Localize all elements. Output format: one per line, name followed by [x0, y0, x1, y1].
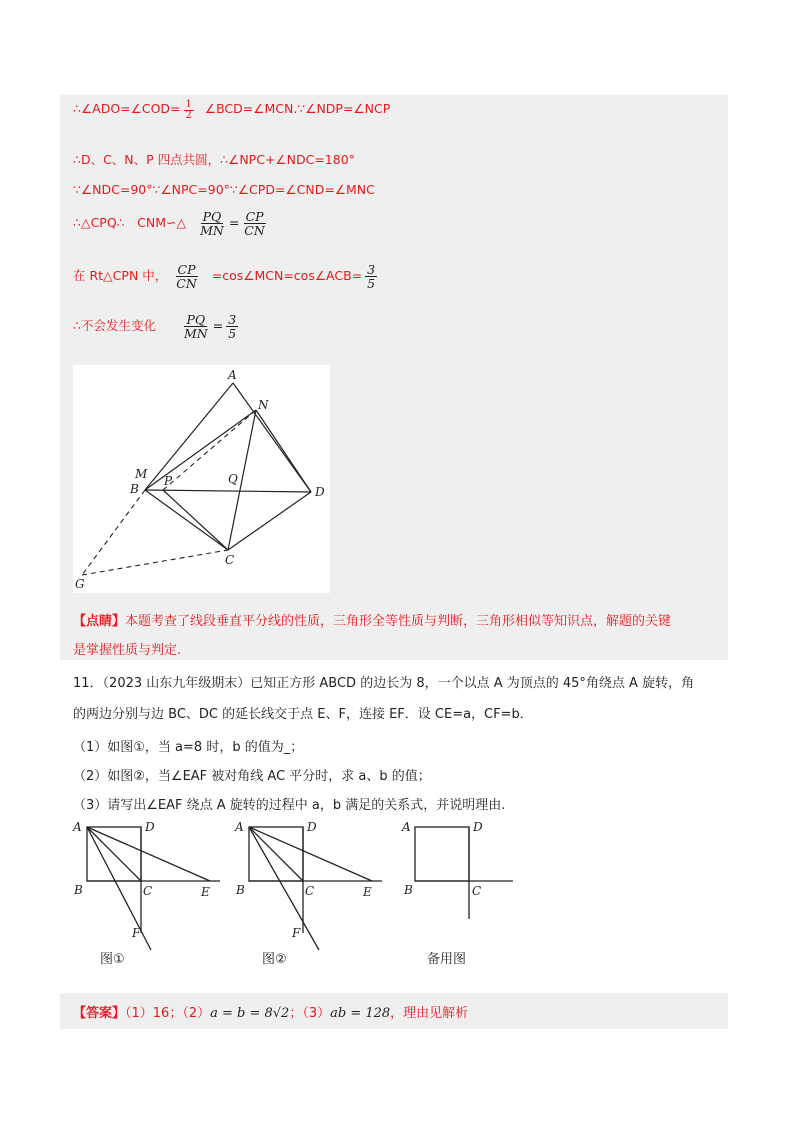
- fraction-denominator: CN: [176, 276, 197, 291]
- figure-1: [70, 815, 230, 970]
- solution-text: 在 Rt△CPN 中，: [73, 268, 168, 283]
- answer-separator: ；（3）: [289, 1006, 331, 1021]
- fraction-denominator: MN: [200, 223, 224, 238]
- fraction-denominator: MN: [183, 326, 208, 341]
- label-D: D: [145, 820, 155, 834]
- fraction-denominator: 2: [185, 110, 192, 121]
- figure-2-caption: 图②: [262, 952, 287, 967]
- point-label-C: C: [225, 553, 235, 567]
- fraction-numerator: CP: [177, 262, 196, 277]
- square-ABCD: [415, 827, 469, 881]
- solution-text: ∠BCD=∠MCN.∵∠NDP=∠NCP: [204, 101, 391, 116]
- answer-label: 【答案】: [73, 1006, 126, 1021]
- fraction-denominator: 5: [367, 276, 376, 291]
- question-part-2: （2）如图②，当∠EAF 被对角线 AC 平分时，求 a、b 的值；: [73, 769, 431, 784]
- point-label-D: D: [315, 485, 325, 499]
- label-E: E: [201, 885, 210, 899]
- fraction: [174, 263, 199, 290]
- solution-text: ∴∠ADO=∠COD=: [73, 101, 181, 116]
- comment-label: 【点睛】: [73, 614, 126, 629]
- comment-text: 本题考查了线段垂直平分线的性质，三角形全等性质与判断，三角形相似等知识点，解题的关键: [125, 614, 672, 629]
- answer-math-3: ab = 128: [330, 1006, 391, 1021]
- solution-line-1: [73, 100, 390, 121]
- label-C: C: [472, 884, 482, 898]
- point-label-A: A: [228, 368, 237, 382]
- label-F: F: [292, 926, 301, 940]
- label-B: B: [74, 883, 83, 897]
- question-part-3: （3）请写出∠EAF 绕点 A 旋转的过程中 a，b 满足的关系式，并说明理由.: [73, 798, 506, 813]
- figure-3: [395, 815, 535, 970]
- label-C: C: [305, 884, 315, 898]
- figure-3-caption: 备用图: [427, 952, 467, 967]
- label-C: C: [143, 884, 153, 898]
- label-B: B: [404, 883, 413, 897]
- comment-line-1: [73, 610, 671, 629]
- question-line-2: 的两边分别与边 BC、DC 的延长线交于点 E、F，连接 EF．设 CE=a，CF=b．: [73, 707, 533, 722]
- fraction: [242, 210, 267, 237]
- answer-line: [73, 1002, 468, 1021]
- point-label-M: M: [135, 467, 148, 481]
- fraction-numerator: 3: [367, 262, 376, 277]
- label-F: F: [132, 926, 141, 940]
- line-AE: [87, 827, 210, 881]
- fraction: [182, 313, 210, 340]
- solution-line-4: [73, 210, 270, 237]
- point-label-P: P: [164, 474, 173, 488]
- figure-1-caption: 图①: [100, 952, 125, 967]
- figure-2: [232, 815, 392, 970]
- answer-math-2: a = b = 8√2: [210, 1006, 290, 1021]
- label-D: D: [473, 820, 483, 834]
- label-B: B: [236, 883, 245, 897]
- label-D: D: [307, 820, 317, 834]
- line-AC: [87, 827, 141, 881]
- fraction-numerator: PQ: [186, 312, 206, 327]
- fraction-half: [184, 100, 194, 121]
- line-AC: [249, 827, 303, 881]
- solution-line-5: [73, 263, 380, 290]
- comment-line-2: 是掌握性质与判定.: [73, 643, 182, 658]
- fraction-numerator: 3: [228, 312, 237, 327]
- point-label-Q: Q: [228, 472, 238, 486]
- equals-sign: =: [228, 215, 240, 230]
- line-AE: [249, 827, 372, 881]
- point-label-B: B: [130, 482, 139, 496]
- fraction-denominator: 5: [228, 326, 237, 341]
- point-label-G: G: [75, 577, 85, 591]
- fraction-denominator: CN: [244, 223, 265, 238]
- fraction: [365, 263, 377, 290]
- solution-text: =cos∠MCN=cos∠ACB=: [211, 268, 363, 283]
- solution-text: ∴△CPQ∴ CNM∽△: [73, 215, 187, 230]
- fraction: [226, 313, 238, 340]
- solution-text: ∴不会发生变化: [73, 318, 156, 333]
- solution-line-2: ∴D、C、N、P 四点共圆，∴∠NPC+∠NDC=180°: [73, 152, 355, 167]
- geometry-figure: [73, 365, 330, 593]
- question-part-1: （1）如图①，当 a=8 时，b 的值为_；: [73, 740, 304, 755]
- fraction: [198, 210, 226, 237]
- label-A: A: [235, 820, 244, 834]
- point-label-N: N: [258, 398, 269, 412]
- answer-part-1: （1）16；（2）: [125, 1006, 211, 1021]
- fraction-numerator: 1: [185, 99, 192, 110]
- solution-line-6: [73, 313, 241, 340]
- fraction-numerator: PQ: [202, 209, 222, 224]
- answer-part-3-text: ，理由见解析: [390, 1006, 469, 1021]
- figure-background: [73, 365, 330, 593]
- label-E: E: [363, 885, 372, 899]
- equals-sign: =: [212, 318, 224, 333]
- fraction-numerator: CP: [245, 209, 264, 224]
- solution-line-3: ∵∠NDC=90°∵∠NPC=90°∵∠CPD=∠CND=∠MNC: [73, 182, 375, 197]
- label-A: A: [73, 820, 82, 834]
- label-A: A: [402, 820, 411, 834]
- question-line-1: 11．（2023 山东九年级期末）已知正方形 ABCD 的边长为 8，一个以点 A 为顶点的 45°角绕点 A 旋转，角: [73, 676, 695, 691]
